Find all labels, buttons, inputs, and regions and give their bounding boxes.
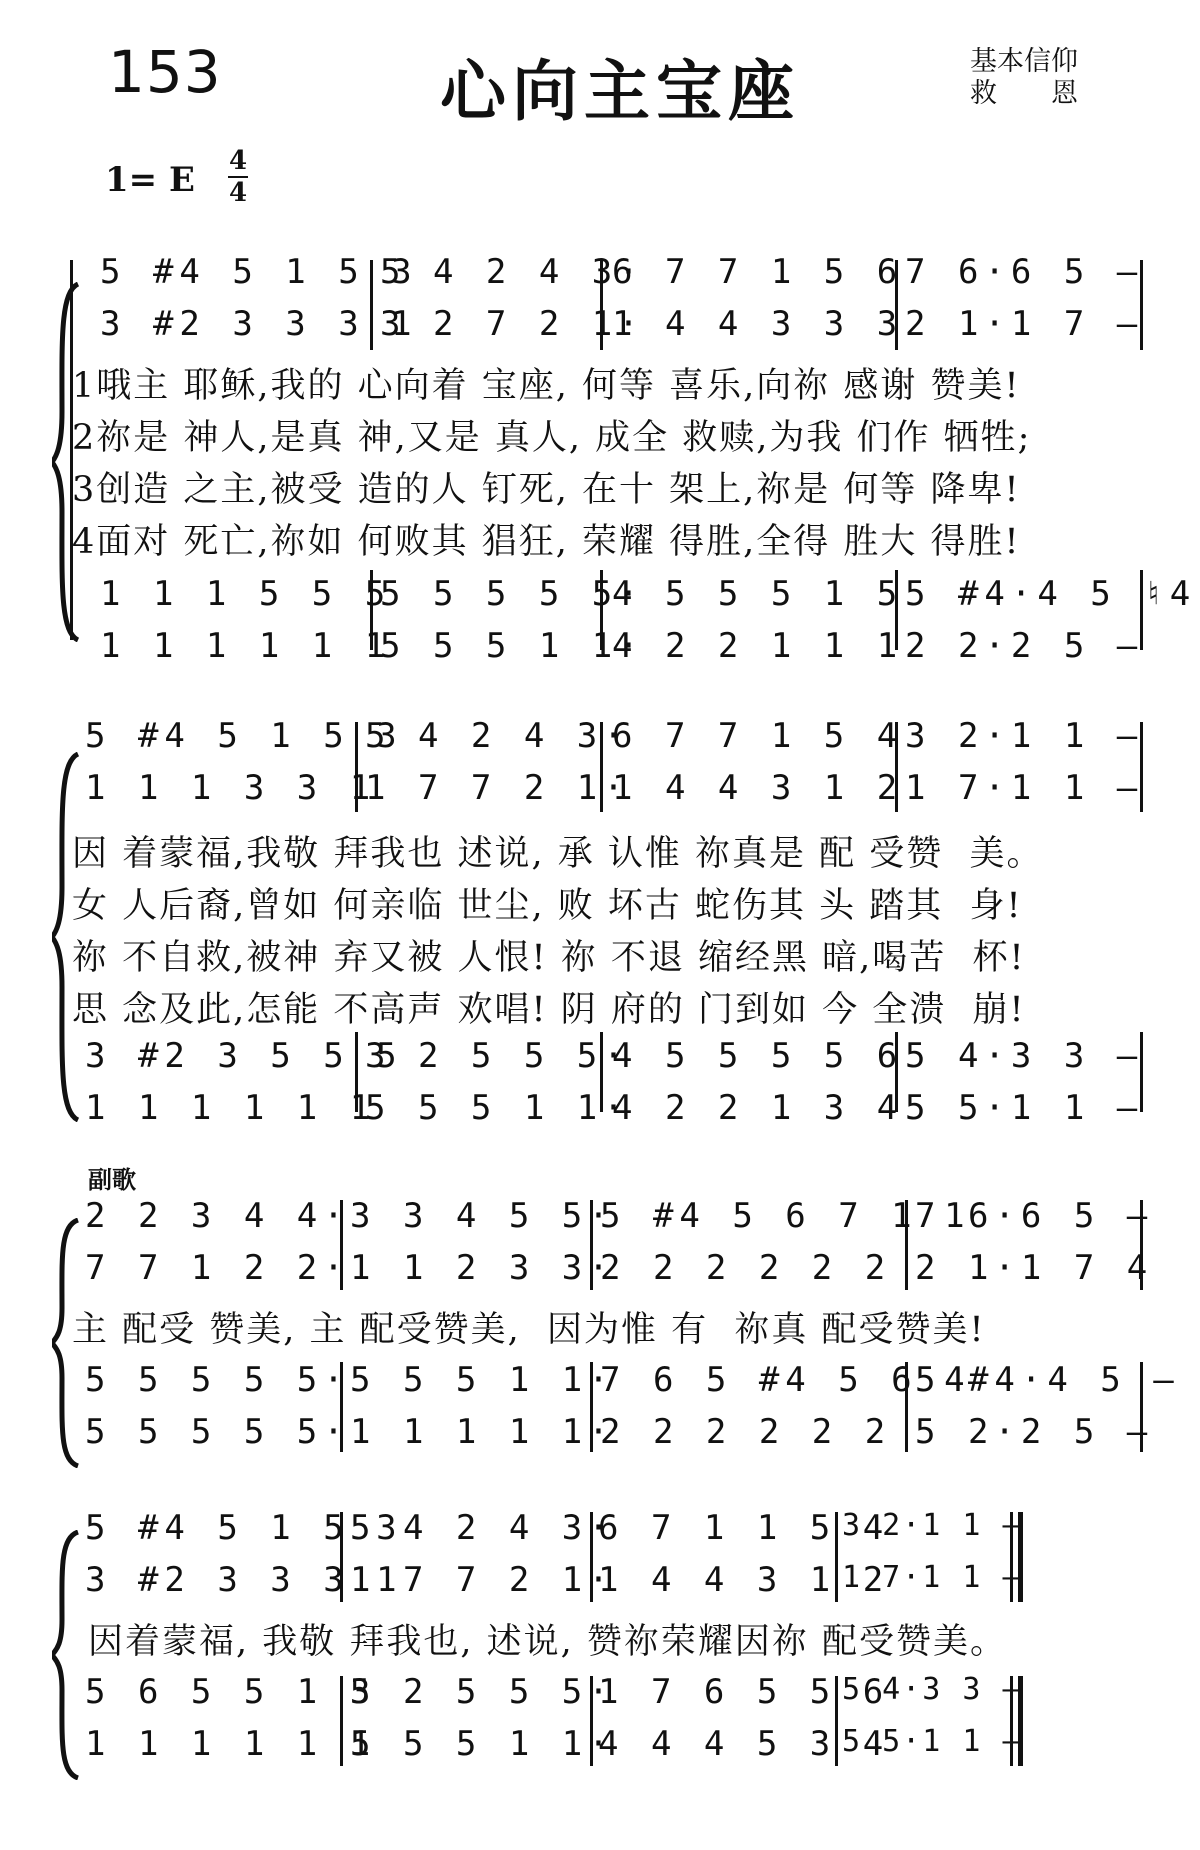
measure: 5 4 2 4 3· [350, 1508, 615, 1548]
measure: 7 7 1 2 2· [85, 1248, 350, 1288]
lyric-line: 女 人后裔,曾如 何亲临 世尘, 败 坏古 蛇伤其 头 踏其 身! [72, 886, 1023, 926]
measure: 1 7·1 1 — [905, 768, 1144, 808]
category-line-2: 救 恩 [970, 78, 1078, 109]
measure: 1 7 7 2 1· [350, 1560, 615, 1600]
lyric-line: 2祢是 神人,是真 神,又是 真人, 成全 救赎,为我 们作 牺牲; [72, 418, 1032, 458]
lyric-line: 因着蒙福, 我敬 拜我也, 述说, 赞祢荣耀因祢 配受赞美。 [88, 1622, 1008, 1662]
measure: 1 1 1 1 1 1 [85, 1088, 377, 1128]
chorus-label: 副歌 [88, 1166, 136, 1194]
measure: 3 #2 3 3 3 1 [85, 1560, 403, 1600]
measure: 1 7·1 1 — [842, 1560, 1023, 1595]
measure: 6 7 7 1 5 6 [612, 252, 904, 292]
measure: 5 5 5 1 1· [350, 1724, 615, 1764]
measure: 5 5 5 1 1· [365, 1088, 630, 1128]
hymn-number: 153 [108, 38, 222, 106]
measure: 5 4·3 3 — [905, 1036, 1144, 1076]
lyric-line: 主 配受 赞美, 主 配受赞美, 因为惟 有 祢真 配受赞美! [72, 1310, 986, 1350]
measure: 2 2·2 5 — [905, 626, 1144, 666]
measure: 5 #4 5 1 5 3 [85, 1508, 403, 1548]
measure: 1 7 7 2 1· [365, 768, 630, 808]
lyric-line: 思 念及此,怎能 不高声 欢唱! 阴 府的 门到如 今 全溃 崩! [72, 990, 1026, 1030]
measure: 3 2 5 5 5· [365, 1036, 630, 1076]
category-label [970, 46, 1078, 110]
lyric-line: 4面对 死亡,祢如 何败其 猖狂, 荣耀 得胜,全得 胜大 得胜! [72, 522, 1021, 562]
measure: 3 2·1 1 — [842, 1508, 1023, 1543]
key-signature: 1= E [105, 160, 195, 200]
measure: 7 6 5 #4 5 6 4 [600, 1360, 971, 1400]
measure: 4 5 5 5 5 6 [612, 1036, 904, 1076]
measure: 1 1 1 5 5 5 [100, 574, 392, 614]
measure: 1 7 6 5 5 6 [598, 1672, 890, 1712]
time-signature [228, 148, 248, 206]
measure: 5 #4 5 1 5 3 [85, 716, 403, 756]
measure: 5 4 2 4 3· [365, 716, 630, 756]
measure: 5 5 5 1 1· [350, 1360, 615, 1400]
measure: 5 5·1 1 — [842, 1724, 1023, 1759]
lyric-line: 3创造 之主,被受 造的人 钉死, 在十 架上,祢是 何等 降卑! [72, 470, 1021, 510]
measure: 5 5 5 5 5· [85, 1412, 350, 1452]
measure: 7 6·6 5 — [915, 1196, 1154, 1236]
measure: 3 2 5 5 5· [350, 1672, 615, 1712]
measure: 1 1 1 3 3 1 [85, 768, 377, 808]
measure: 6 7 1 1 5 4 [598, 1508, 890, 1548]
measure: 3 3 4 5 5· [350, 1196, 615, 1236]
measure: 5 5·1 1 — [905, 1088, 1144, 1128]
time-signature-top: 4 [228, 146, 248, 176]
measure: 5 4 2 4 3· [380, 252, 645, 292]
measure: 3 #2 3 5 5 5 [85, 1036, 403, 1076]
measure: 5 5 5 5 5· [85, 1360, 350, 1400]
measure: 1 1 1 1 1· [350, 1412, 615, 1452]
measure: 3 2 7 2 1· [380, 304, 645, 344]
measure: 5 #4·4 5 — [915, 1360, 1180, 1400]
measure: 5 #4 5 1 5 3 [100, 252, 418, 292]
lyric-line: 因 着蒙福,我敬 拜我也 述说, 承 认惟 祢真是 配 受赞 美。 [72, 834, 1044, 874]
measure: 1 1 1 1 1 1 [85, 1724, 377, 1764]
measure: 2 2 2 2 2 2 [600, 1248, 892, 1288]
measure: 1 4 4 3 1 2 [612, 768, 904, 808]
lyric-line: 祢 不自救,被神 弃又被 人恨! 祢 不退 缩经黑 暗,喝苦 杯! [72, 938, 1026, 978]
measure: 5 2·2 5 — [915, 1412, 1154, 1452]
measure: 1 4 4 3 3 3 [612, 304, 904, 344]
measure: 5 #4·4 5 ♮4 [905, 574, 1197, 614]
measure: 5 4·3 3 — [842, 1672, 1023, 1707]
measure: 4 5 5 5 1 5 [612, 574, 904, 614]
category-line-1: 基本信仰 [970, 46, 1078, 77]
measure: 4 2 2 1 1 1 [612, 626, 904, 666]
measure: 1 4 4 3 1 2 [598, 1560, 890, 1600]
measure: 5 #4 5 6 7 1 1 [600, 1196, 971, 1236]
measure: 4 2 2 1 3 4 [612, 1088, 904, 1128]
measure: 4 4 4 5 3 4 [598, 1724, 890, 1764]
measure: 2 2 3 4 4· [85, 1196, 350, 1236]
measure: 6 7 7 1 5 4 [612, 716, 904, 756]
measure: 2 1·1 7 4 [915, 1248, 1154, 1288]
measure: 7 6·6 5 — [905, 252, 1144, 292]
hymn-title: 心向主宝座 [440, 53, 800, 130]
measure: 5 5 5 1 1· [380, 626, 645, 666]
measure: 3 2·1 1 — [905, 716, 1144, 756]
measure: 5 5 5 5 5· [380, 574, 645, 614]
measure: 2 1·1 7 — [905, 304, 1144, 344]
measure: 1 1 1 1 1 1 [100, 626, 392, 666]
measure: 3 #2 3 3 3 1 [100, 304, 418, 344]
measure: 5 6 5 5 1 5 [85, 1672, 377, 1712]
measure: 2 2 2 2 2 2 [600, 1412, 892, 1452]
measure: 1 1 2 3 3· [350, 1248, 615, 1288]
lyric-line: 1哦主 耶稣,我的 心向着 宝座, 何等 喜乐,向祢 感谢 赞美! [72, 366, 1021, 406]
time-signature-bottom: 4 [228, 178, 248, 208]
